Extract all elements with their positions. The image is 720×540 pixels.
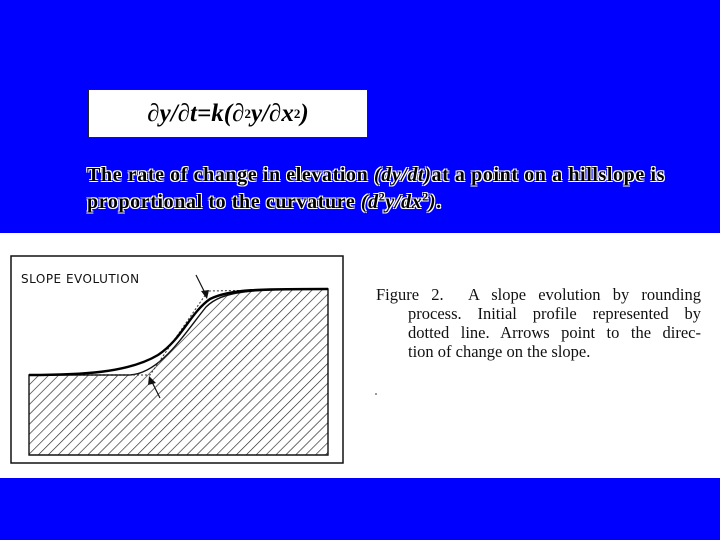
figure-caption <box>376 285 701 361</box>
figure-caption-text: A slope evolution by rounding <box>468 285 701 304</box>
figure-caption-text: process. Initial profile represented by <box>408 304 701 323</box>
figure-caption-line <box>376 323 701 342</box>
eq-dt: ∂t <box>177 99 198 127</box>
eq-dy: ∂y <box>147 99 171 127</box>
slope-evolution-diagram <box>10 255 344 465</box>
eq-k: k <box>211 99 224 127</box>
eq-dx: ∂x <box>269 99 294 127</box>
diagram-title: SLOPE EVOLUTION <box>21 272 140 286</box>
caption-dydt: (dy/dt) <box>373 164 432 186</box>
figure-caption-line <box>376 285 701 304</box>
eq-slash: / <box>170 99 178 127</box>
eq-y: y <box>250 99 263 127</box>
figure-caption-line <box>376 304 701 323</box>
diffusion-equation: ∂y / ∂t = k (∂ 2 y / ∂x 2 ) <box>88 89 368 138</box>
caption-close: ) <box>428 191 437 213</box>
figure-caption-line: tion of change on the slope. <box>408 342 591 361</box>
eq-close: ) <box>300 99 309 127</box>
equation-caption <box>87 162 707 216</box>
caption-d2: (d <box>360 191 379 213</box>
caption-sup: 2 <box>378 189 386 204</box>
caption-text: at a point on a hillslope is proportional to the curvature <box>87 164 665 213</box>
scan-speck <box>375 393 377 395</box>
eq-slash: / <box>262 99 270 127</box>
caption-text: The rate of change in elevation <box>87 164 374 186</box>
eq-equals: = <box>197 99 212 127</box>
eq-open: (∂ <box>223 99 245 127</box>
caption-sup: 2 <box>422 189 429 204</box>
figure-caption-text: dotted line. Arrows point to the direc- <box>408 323 701 342</box>
figure-label: Figure 2. <box>376 285 444 304</box>
caption-ydx: y/dx <box>385 191 423 213</box>
caption-period: . <box>436 191 442 213</box>
